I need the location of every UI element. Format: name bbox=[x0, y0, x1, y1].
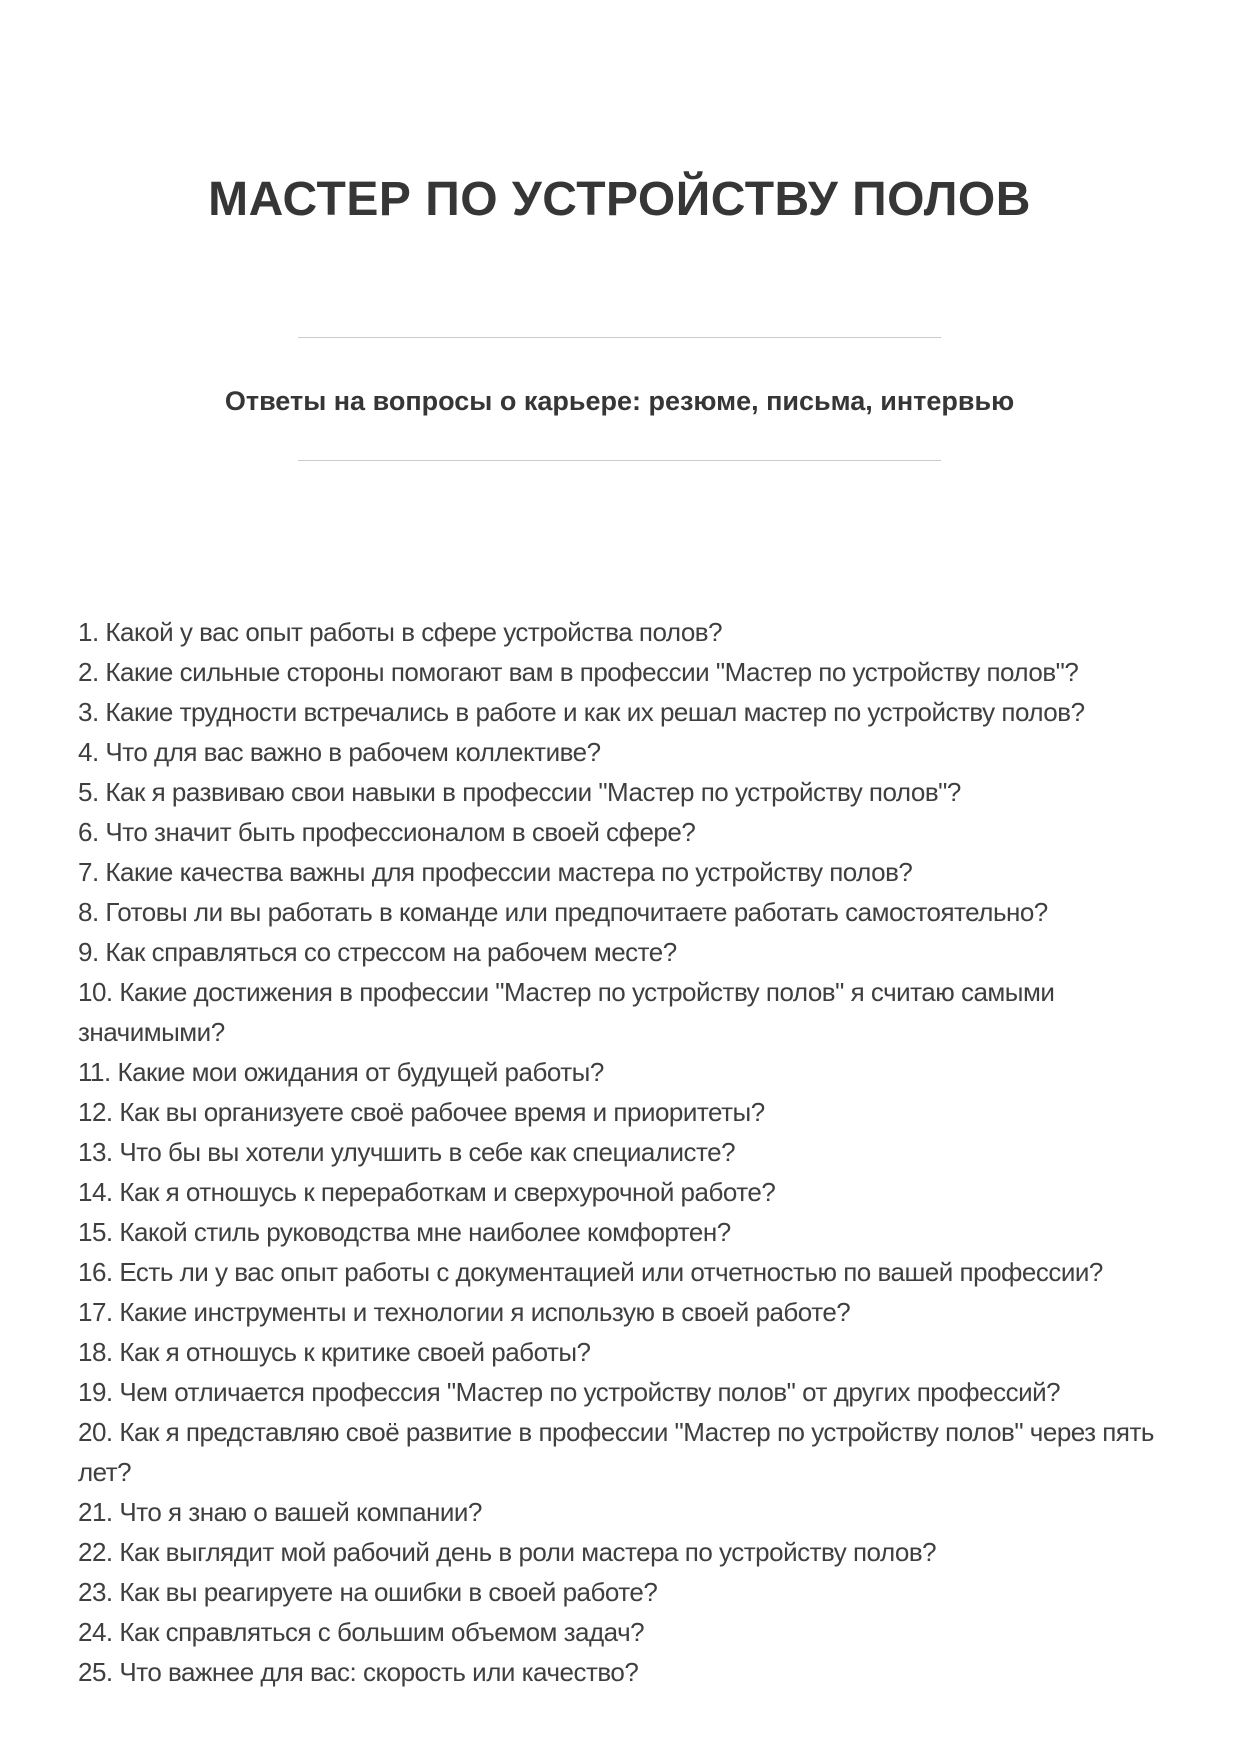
question-item: 8. Готовы ли вы работать в команде или предпочитаете работать самостоятельно? bbox=[78, 897, 1048, 927]
question-item: 12. Как вы организуете своё рабочее время и приоритеты? bbox=[78, 1097, 765, 1127]
question-item: 11. Какие мои ожидания от будущей работы? bbox=[78, 1057, 604, 1087]
question-item: 4. Что для вас важно в рабочем коллективе? bbox=[78, 737, 601, 767]
page-subtitle: Ответы на вопросы о карьере: резюме, письма, интервью bbox=[224, 386, 1015, 416]
question-item: 16. Есть ли у вас опыт работы с документацией или отчетностью по вашей профессии? bbox=[78, 1257, 1103, 1287]
question-item: 24. Как справляться с большим объемом задач? bbox=[78, 1617, 645, 1647]
question-item: 20. Как я представляю своё развитие в профессии "Мастер по устройству полов" через пять лет? bbox=[78, 1417, 1154, 1487]
question-item: 22. Как выглядит мой рабочий день в роли мастера по устройству полов? bbox=[78, 1537, 937, 1567]
title-divider bbox=[298, 337, 941, 338]
question-item: 17. Какие инструменты и технологии я использую в своей работе? bbox=[78, 1297, 851, 1327]
question-item: 9. Как справляться со стрессом на рабочем месте? bbox=[78, 937, 677, 967]
question-item: 25. Что важнее для вас: скорость или качество? bbox=[78, 1657, 639, 1687]
question-item: 3. Какие трудности встречались в работе и как их решал мастер по устройству полов? bbox=[78, 697, 1085, 727]
question-item: 18. Как я отношусь к критике своей работы? bbox=[78, 1337, 591, 1367]
question-item: 23. Как вы реагируете на ошибки в своей работе? bbox=[78, 1577, 658, 1607]
question-item: 13. Что бы вы хотели улучшить в себе как специалисте? bbox=[78, 1137, 736, 1167]
question-item: 1. Какой у вас опыт работы в сфере устройства полов? bbox=[78, 617, 723, 647]
page-title: МАСТЕР ПО УСТРОЙСТВУ ПОЛОВ bbox=[208, 173, 1031, 226]
question-item: 19. Чем отличается профессия "Мастер по устройству полов" от других профессий? bbox=[78, 1377, 1061, 1407]
question-item: 6. Что значит быть профессионалом в своей сфере? bbox=[78, 817, 696, 847]
question-item: 7. Какие качества важны для профессии мастера по устройству полов? bbox=[78, 857, 913, 887]
question-item: 15. Какой стиль руководства мне наиболее комфортен? bbox=[78, 1217, 731, 1247]
subtitle-divider bbox=[298, 460, 941, 461]
question-item: 14. Как я отношусь к переработкам и сверхурочной работе? bbox=[78, 1177, 776, 1207]
questions-list bbox=[0, 612, 1186, 1692]
question-item: 21. Что я знаю о вашей компании? bbox=[78, 1497, 482, 1527]
question-item: 5. Как я развиваю свои навыки в профессии "Мастер по устройству полов"? bbox=[78, 777, 961, 807]
question-item: 10. Какие достижения в профессии "Мастер по устройству полов" я считаю самыми значимыми? bbox=[78, 977, 1055, 1047]
question-item: 2. Какие сильные стороны помогают вам в профессии "Мастер по устройству полов"? bbox=[78, 657, 1079, 687]
